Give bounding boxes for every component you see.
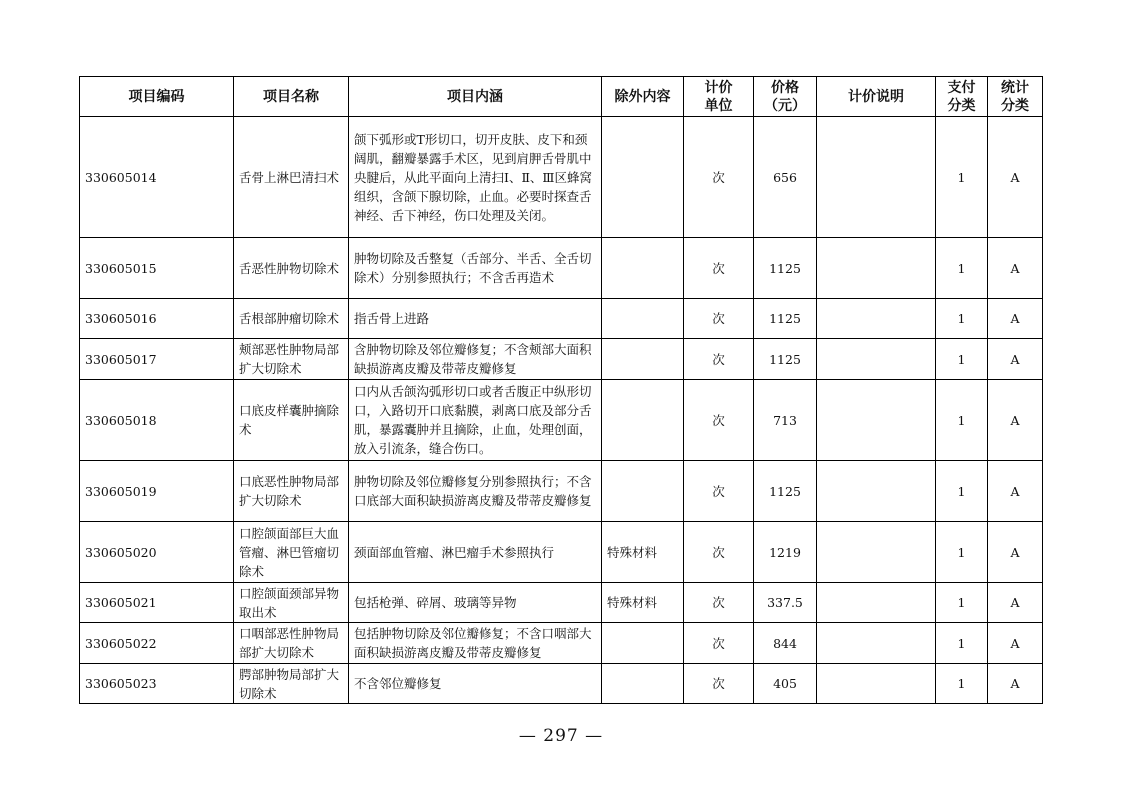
header-price-line2: （元） [764,97,806,114]
header-pay-line2: 分类 [947,97,976,114]
cell-pay: 1 [936,117,988,238]
header-unit-line1: 计价 [704,79,733,96]
cell-exclusion [602,117,684,238]
cell-code: 330605017 [80,339,234,380]
cell-content: 颌下弧形或T形切口，切开皮肤、皮下和颈阔肌，翻瓣暴露手术区，见到肩胛舌骨肌中央腱后，从此平面向上清扫Ⅰ、Ⅱ、Ⅲ区蜂窝组织，含颌下腺切除，止血。必要时探查舌神经、舌下神经，伤口处理及关闭。 [349,117,602,238]
cell-note [817,238,936,299]
cell-note [817,522,936,583]
cell-pay: 1 [936,522,988,583]
cell-content: 指舌骨上进路 [349,299,602,339]
cell-unit: 次 [684,380,754,461]
cell-price: 1219 [754,522,817,583]
cell-content: 含肿物切除及邻位瓣修复；不含颊部大面积缺损游离皮瓣及带蒂皮瓣修复 [349,339,602,380]
cell-price: 1125 [754,339,817,380]
cell-content: 肿物切除及舌整复（舌部分、半舌、全舌切除术）分别参照执行；不含舌再造术 [349,238,602,299]
cell-exclusion [602,339,684,380]
cell-unit: 次 [684,117,754,238]
cell-exclusion: 特殊材料 [602,583,684,623]
cell-unit: 次 [684,299,754,339]
cell-name: 舌骨上淋巴清扫术 [234,117,349,238]
cell-name: 口底皮样囊肿摘除术 [234,380,349,461]
cell-content: 包括枪弹、碎屑、玻璃等异物 [349,583,602,623]
cell-note [817,299,936,339]
cell-stat: A [988,583,1043,623]
cell-price: 1125 [754,461,817,522]
cell-note [817,623,936,664]
cell-price: 844 [754,623,817,664]
table-row [80,583,1043,623]
cell-stat: A [988,623,1043,664]
cell-exclusion [602,238,684,299]
cell-note [817,380,936,461]
header-price [754,77,817,117]
cell-code: 330605019 [80,461,234,522]
cell-stat: A [988,299,1043,339]
cell-unit: 次 [684,238,754,299]
cell-exclusion [602,664,684,704]
table-row [80,238,1043,299]
table-row [80,380,1043,461]
cell-exclusion: 特殊材料 [602,522,684,583]
header-row [80,77,1043,117]
cell-price: 405 [754,664,817,704]
cell-unit: 次 [684,522,754,583]
header-price-line1: 价格 [771,79,799,96]
cell-price: 656 [754,117,817,238]
cell-name: 口腔颌面部巨大血管瘤、淋巴管瘤切除术 [234,522,349,583]
page-number: — 297 — [518,726,604,746]
cell-note [817,583,936,623]
cell-stat: A [988,664,1043,704]
cell-content: 颈面部血管瘤、淋巴瘤手术参照执行 [349,522,602,583]
header-stat [988,77,1043,117]
cell-stat: A [988,522,1043,583]
cell-pay: 1 [936,664,988,704]
cell-stat: A [988,238,1043,299]
table-row [80,339,1043,380]
cell-pay: 1 [936,623,988,664]
cell-content: 包括肿物切除及邻位瓣修复；不含口咽部大面积缺损游离皮瓣及带蒂皮瓣修复 [349,623,602,664]
cell-exclusion [602,380,684,461]
cell-pay: 1 [936,299,988,339]
cell-unit: 次 [684,461,754,522]
cell-name: 舌根部肿瘤切除术 [234,299,349,339]
table-row [80,664,1043,704]
cell-unit: 次 [684,339,754,380]
header-pay [936,77,988,117]
table-row [80,623,1043,664]
cell-code: 330605018 [80,380,234,461]
cell-code: 330605016 [80,299,234,339]
cell-exclusion [602,299,684,339]
cell-name: 口腔颌面颈部异物取出术 [234,583,349,623]
cell-pay: 1 [936,339,988,380]
cell-pay: 1 [936,583,988,623]
cell-content: 不含邻位瓣修复 [349,664,602,704]
header-unit-line2: 单位 [704,97,733,114]
table-row [80,299,1043,339]
cell-unit: 次 [684,664,754,704]
cell-pay: 1 [936,380,988,461]
header-code: 项目编码 [80,77,234,117]
header-stat-line2: 分类 [1001,97,1029,114]
header-pay-line1: 支付 [947,79,976,96]
cell-unit: 次 [684,623,754,664]
cell-pay: 1 [936,461,988,522]
cell-price: 1125 [754,299,817,339]
cell-stat: A [988,339,1043,380]
cell-pay: 1 [936,238,988,299]
header-exclusion: 除外内容 [602,77,684,117]
cell-price: 713 [754,380,817,461]
cell-note [817,664,936,704]
cell-stat: A [988,461,1043,522]
cell-name: 口咽部恶性肿物局部扩大切除术 [234,623,349,664]
cell-content: 口内从舌颌沟弧形切口或者舌腹正中纵形切口，入路切开口底黏膜，剥离口底及部分舌肌，暴露囊肿并且摘除，止血，处理创面，放入引流条，缝合伤口。 [349,380,602,461]
header-content: 项目内涵 [349,77,602,117]
cell-exclusion [602,461,684,522]
cell-note [817,339,936,380]
cell-stat: A [988,380,1043,461]
cell-code: 330605020 [80,522,234,583]
cell-code: 330605023 [80,664,234,704]
cell-code: 330605021 [80,583,234,623]
table-row [80,522,1043,583]
header-unit [684,77,754,117]
cell-name: 颊部恶性肿物局部扩大切除术 [234,339,349,380]
cell-price: 337.5 [754,583,817,623]
cell-exclusion [602,623,684,664]
cell-note [817,461,936,522]
cell-price: 1125 [754,238,817,299]
cell-name: 舌恶性肿物切除术 [234,238,349,299]
cell-code: 330605022 [80,623,234,664]
table-row [80,461,1043,522]
cell-stat: A [988,117,1043,238]
fee-schedule-table [79,76,1043,704]
cell-content: 肿物切除及邻位瓣修复分别参照执行；不含口底部大面积缺损游离皮瓣及带蒂皮瓣修复 [349,461,602,522]
cell-name: 腭部肿物局部扩大切除术 [234,664,349,704]
header-name: 项目名称 [234,77,349,117]
cell-name: 口底恶性肿物局部扩大切除术 [234,461,349,522]
table-row [80,117,1043,238]
header-stat-line1: 统计 [1001,79,1029,96]
cell-note [817,117,936,238]
cell-unit: 次 [684,583,754,623]
cell-code: 330605015 [80,238,234,299]
header-note: 计价说明 [817,77,936,117]
cell-code: 330605014 [80,117,234,238]
